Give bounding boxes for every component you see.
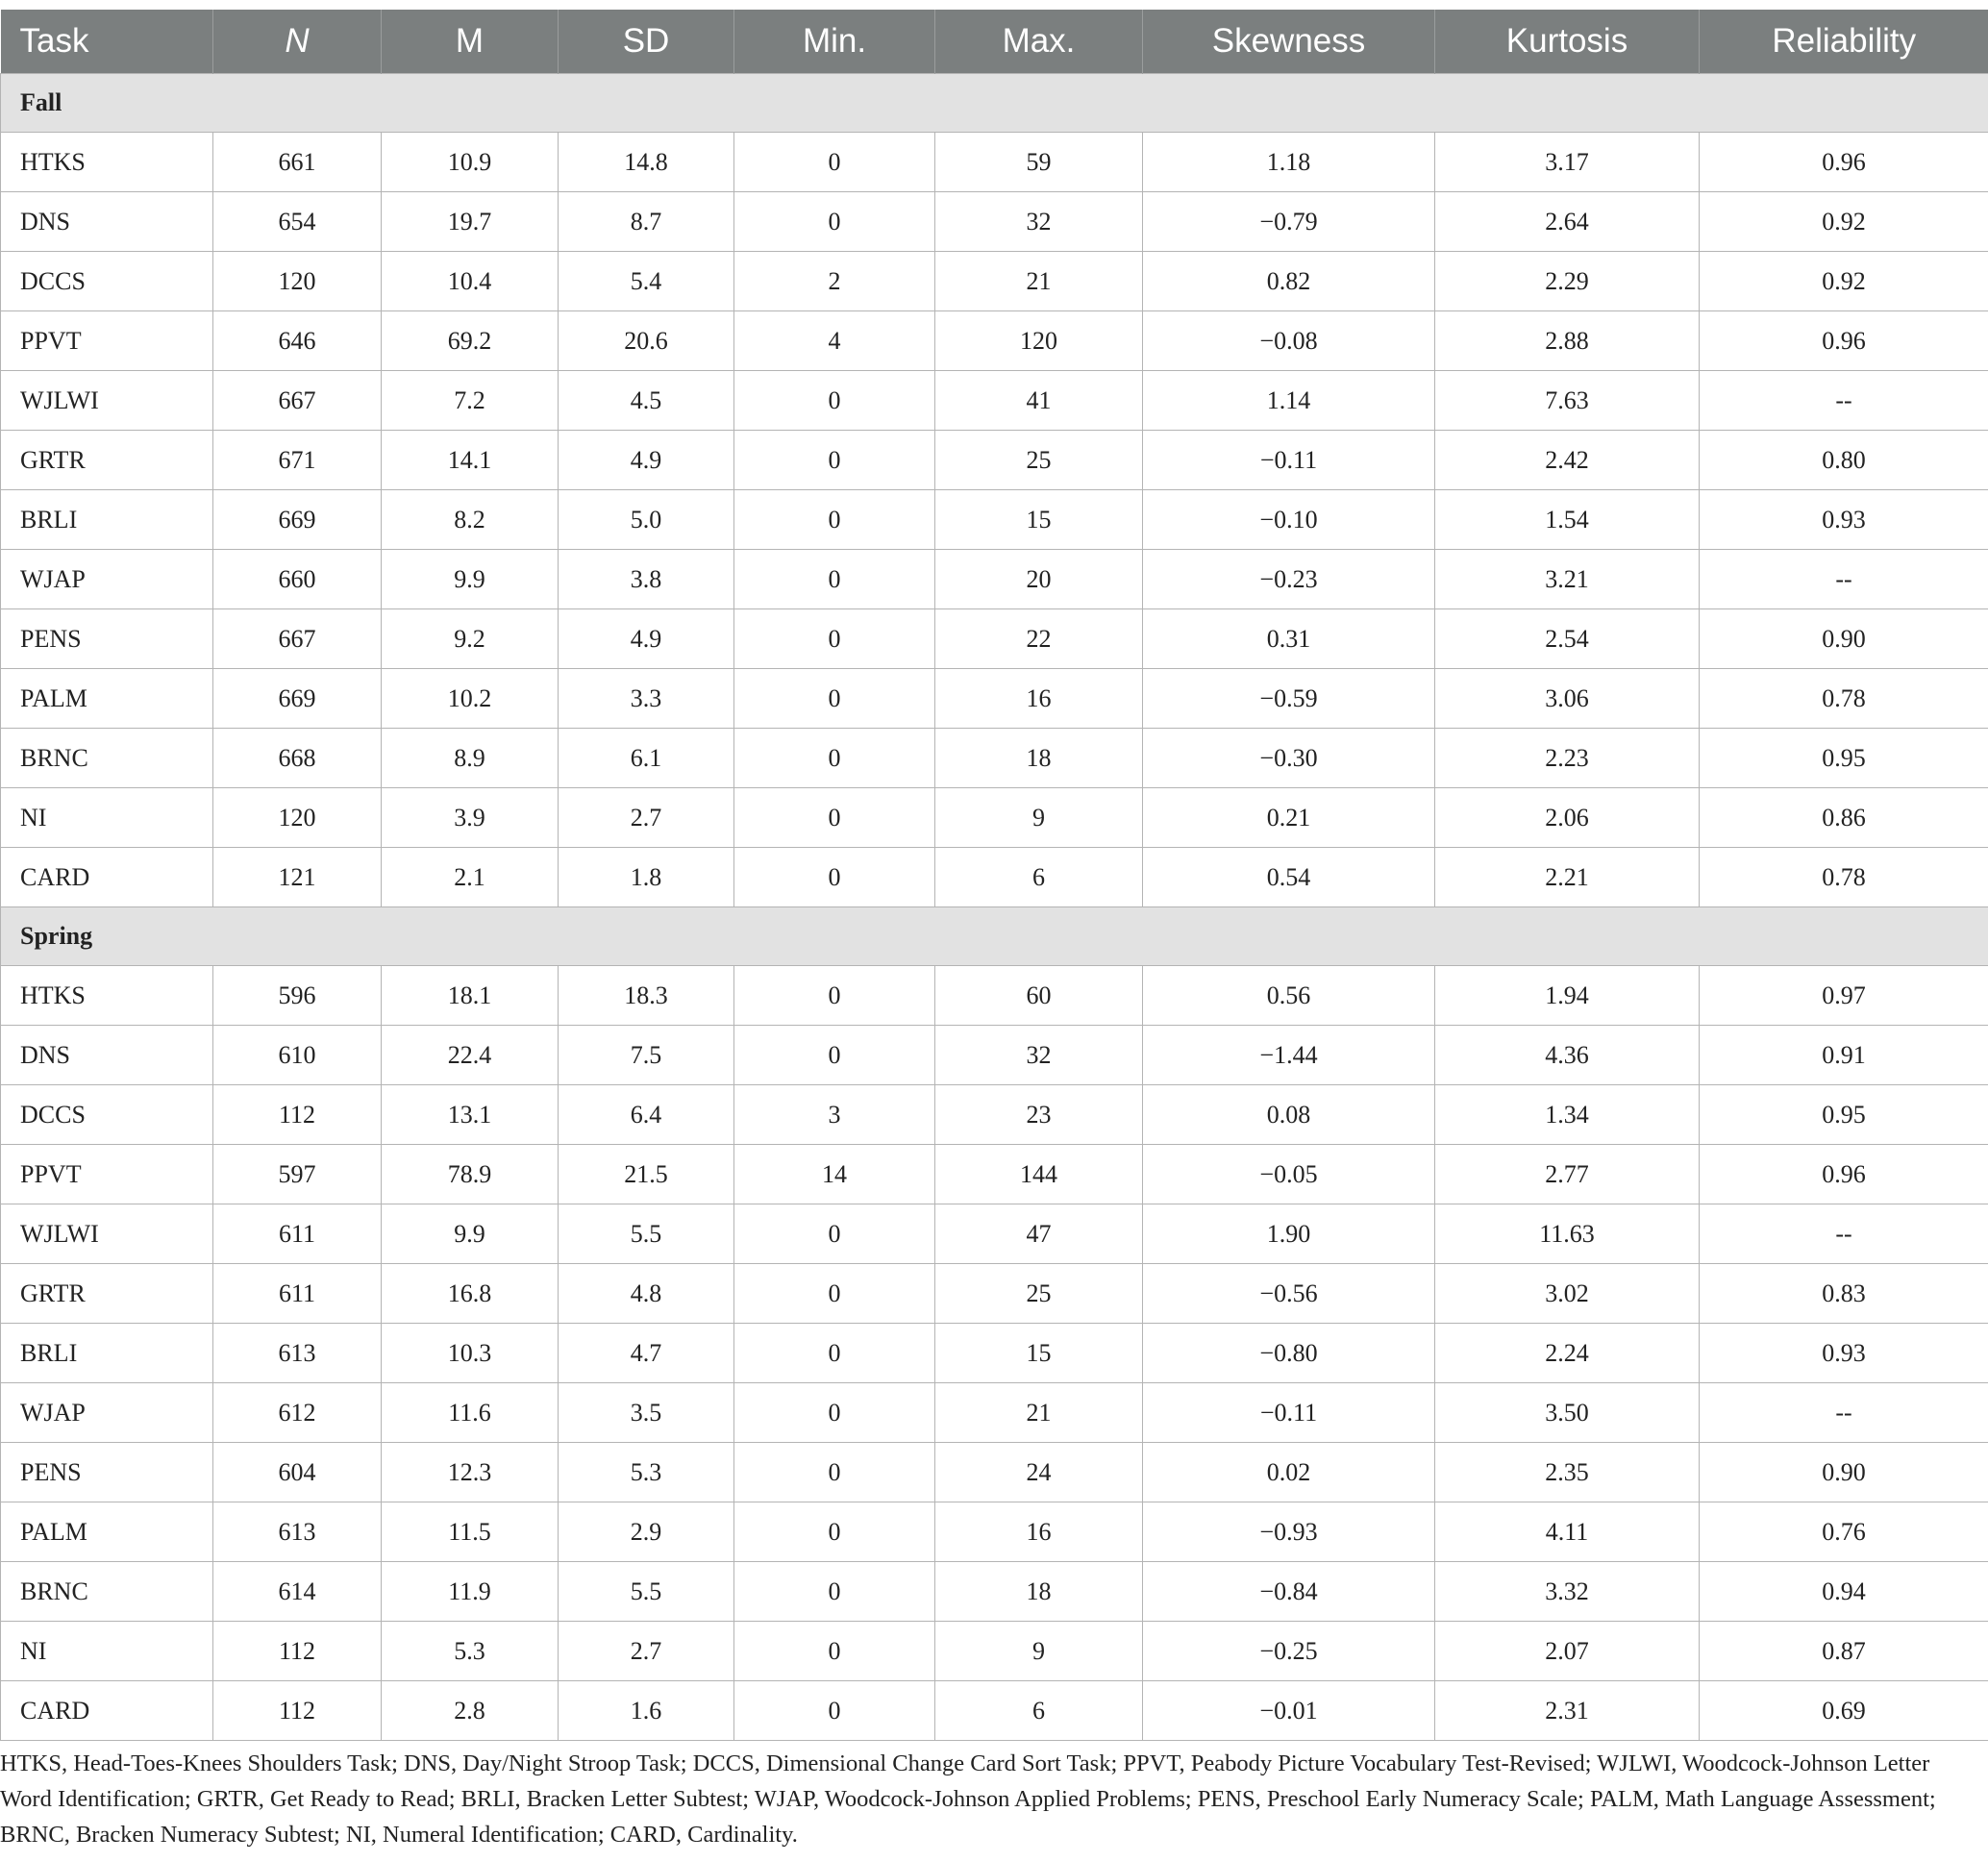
cell-sd: 3.5	[559, 1383, 734, 1443]
cell-task: DNS	[1, 192, 213, 252]
cell-min: 0	[734, 192, 935, 252]
cell-mean: 3.9	[382, 788, 559, 848]
cell-max: 24	[935, 1443, 1143, 1502]
cell-sd: 5.0	[559, 490, 734, 550]
cell-max: 59	[935, 133, 1143, 192]
header-task: Task	[1, 10, 213, 74]
cell-mean: 11.6	[382, 1383, 559, 1443]
cell-skewness: −0.79	[1143, 192, 1435, 252]
cell-n: 614	[213, 1562, 382, 1622]
cell-mean: 11.5	[382, 1502, 559, 1562]
header-reliability: Reliability	[1700, 10, 1988, 74]
cell-n: 669	[213, 490, 382, 550]
cell-min: 0	[734, 1383, 935, 1443]
table-row	[1, 1264, 1988, 1324]
cell-mean: 10.9	[382, 133, 559, 192]
cell-min: 3	[734, 1085, 935, 1145]
cell-task: PENS	[1, 609, 213, 669]
table-row	[1, 1026, 1988, 1085]
cell-min: 4	[734, 311, 935, 371]
cell-kurtosis: 3.06	[1435, 669, 1700, 729]
cell-mean: 10.3	[382, 1324, 559, 1383]
cell-min: 0	[734, 1026, 935, 1085]
table-row	[1, 252, 1988, 311]
cell-reliability: --	[1700, 1383, 1988, 1443]
table-row	[1, 192, 1988, 252]
cell-min: 0	[734, 1324, 935, 1383]
cell-max: 15	[935, 490, 1143, 550]
cell-sd: 3.8	[559, 550, 734, 609]
cell-mean: 18.1	[382, 966, 559, 1026]
cell-task: WJAP	[1, 1383, 213, 1443]
cell-task: HTKS	[1, 133, 213, 192]
cell-skewness: −0.05	[1143, 1145, 1435, 1204]
cell-sd: 2.9	[559, 1502, 734, 1562]
cell-kurtosis: 2.21	[1435, 848, 1700, 907]
table-row	[1, 1145, 1988, 1204]
cell-sd: 4.9	[559, 431, 734, 490]
cell-mean: 10.4	[382, 252, 559, 311]
table-row	[1, 550, 1988, 609]
cell-max: 60	[935, 966, 1143, 1026]
cell-min: 0	[734, 669, 935, 729]
cell-kurtosis: 11.63	[1435, 1204, 1700, 1264]
cell-n: 669	[213, 669, 382, 729]
cell-mean: 22.4	[382, 1026, 559, 1085]
cell-sd: 7.5	[559, 1026, 734, 1085]
cell-mean: 12.3	[382, 1443, 559, 1502]
cell-n: 120	[213, 252, 382, 311]
header-min: Min.	[734, 10, 935, 74]
table-row	[1, 1622, 1988, 1681]
cell-max: 32	[935, 1026, 1143, 1085]
cell-task: CARD	[1, 848, 213, 907]
cell-max: 120	[935, 311, 1143, 371]
cell-max: 18	[935, 1562, 1143, 1622]
header-mean: M	[382, 10, 559, 74]
cell-reliability: 0.97	[1700, 966, 1988, 1026]
table-row	[1, 1681, 1988, 1741]
cell-kurtosis: 1.94	[1435, 966, 1700, 1026]
cell-skewness: 0.02	[1143, 1443, 1435, 1502]
cell-task: PPVT	[1, 311, 213, 371]
cell-n: 612	[213, 1383, 382, 1443]
cell-min: 0	[734, 550, 935, 609]
cell-max: 6	[935, 848, 1143, 907]
cell-task: BRLI	[1, 490, 213, 550]
cell-skewness: −0.93	[1143, 1502, 1435, 1562]
cell-sd: 5.3	[559, 1443, 734, 1502]
cell-sd: 1.8	[559, 848, 734, 907]
table-row	[1, 1085, 1988, 1145]
cell-skewness: −0.23	[1143, 550, 1435, 609]
cell-sd: 5.5	[559, 1562, 734, 1622]
cell-mean: 2.1	[382, 848, 559, 907]
cell-reliability: 0.96	[1700, 311, 1988, 371]
cell-n: 611	[213, 1204, 382, 1264]
cell-min: 0	[734, 1562, 935, 1622]
cell-reliability: 0.78	[1700, 848, 1988, 907]
cell-kurtosis: 2.29	[1435, 252, 1700, 311]
cell-skewness: 0.54	[1143, 848, 1435, 907]
cell-sd: 14.8	[559, 133, 734, 192]
cell-reliability: 0.95	[1700, 1085, 1988, 1145]
cell-kurtosis: 2.54	[1435, 609, 1700, 669]
cell-skewness: 0.56	[1143, 966, 1435, 1026]
cell-sd: 4.8	[559, 1264, 734, 1324]
cell-min: 2	[734, 252, 935, 311]
cell-skewness: 0.31	[1143, 609, 1435, 669]
table-row	[1, 1562, 1988, 1622]
cell-skewness: −0.10	[1143, 490, 1435, 550]
cell-skewness: −0.84	[1143, 1562, 1435, 1622]
cell-max: 32	[935, 192, 1143, 252]
cell-kurtosis: 2.07	[1435, 1622, 1700, 1681]
cell-sd: 8.7	[559, 192, 734, 252]
cell-min: 0	[734, 1443, 935, 1502]
cell-min: 0	[734, 133, 935, 192]
cell-n: 668	[213, 729, 382, 788]
cell-n: 112	[213, 1085, 382, 1145]
cell-task: BRNC	[1, 729, 213, 788]
cell-mean: 19.7	[382, 192, 559, 252]
cell-task: HTKS	[1, 966, 213, 1026]
cell-kurtosis: 2.64	[1435, 192, 1700, 252]
table-row	[1, 966, 1988, 1026]
cell-kurtosis: 4.11	[1435, 1502, 1700, 1562]
cell-mean: 16.8	[382, 1264, 559, 1324]
cell-max: 18	[935, 729, 1143, 788]
cell-kurtosis: 2.06	[1435, 788, 1700, 848]
cell-sd: 18.3	[559, 966, 734, 1026]
cell-min: 0	[734, 1204, 935, 1264]
cell-kurtosis: 3.50	[1435, 1383, 1700, 1443]
table-row	[1, 1383, 1988, 1443]
cell-skewness: 1.90	[1143, 1204, 1435, 1264]
cell-kurtosis: 2.42	[1435, 431, 1700, 490]
cell-kurtosis: 4.36	[1435, 1026, 1700, 1085]
cell-task: PALM	[1, 1502, 213, 1562]
cell-kurtosis: 2.23	[1435, 729, 1700, 788]
cell-reliability: 0.94	[1700, 1562, 1988, 1622]
cell-reliability: --	[1700, 1204, 1988, 1264]
cell-skewness: −0.01	[1143, 1681, 1435, 1741]
cell-task: GRTR	[1, 1264, 213, 1324]
table-row	[1, 729, 1988, 788]
cell-mean: 14.1	[382, 431, 559, 490]
cell-skewness: −1.44	[1143, 1026, 1435, 1085]
cell-max: 9	[935, 1622, 1143, 1681]
cell-max: 47	[935, 1204, 1143, 1264]
table-row	[1, 431, 1988, 490]
cell-kurtosis: 2.35	[1435, 1443, 1700, 1502]
cell-reliability: 0.96	[1700, 1145, 1988, 1204]
cell-task: BRNC	[1, 1562, 213, 1622]
cell-sd: 4.9	[559, 609, 734, 669]
table-row	[1, 669, 1988, 729]
table-row	[1, 1324, 1988, 1383]
cell-skewness: −0.80	[1143, 1324, 1435, 1383]
cell-n: 112	[213, 1622, 382, 1681]
cell-min: 0	[734, 1622, 935, 1681]
descriptive-statistics-table-wrapper	[0, 10, 1988, 1741]
cell-task: PENS	[1, 1443, 213, 1502]
cell-reliability: 0.96	[1700, 133, 1988, 192]
cell-n: 613	[213, 1324, 382, 1383]
cell-task: CARD	[1, 1681, 213, 1741]
descriptive-statistics-table	[0, 10, 1988, 1741]
cell-kurtosis: 1.34	[1435, 1085, 1700, 1145]
cell-n: 646	[213, 311, 382, 371]
cell-task: WJLWI	[1, 1204, 213, 1264]
cell-kurtosis: 3.32	[1435, 1562, 1700, 1622]
cell-reliability: --	[1700, 550, 1988, 609]
cell-mean: 9.2	[382, 609, 559, 669]
cell-max: 9	[935, 788, 1143, 848]
cell-n: 604	[213, 1443, 382, 1502]
cell-min: 0	[734, 1681, 935, 1741]
section-row-fall	[1, 74, 1988, 133]
header-n: N	[213, 10, 382, 74]
cell-mean: 10.2	[382, 669, 559, 729]
cell-skewness: 0.82	[1143, 252, 1435, 311]
cell-sd: 6.4	[559, 1085, 734, 1145]
cell-mean: 69.2	[382, 311, 559, 371]
cell-reliability: 0.93	[1700, 490, 1988, 550]
cell-task: GRTR	[1, 431, 213, 490]
cell-mean: 8.2	[382, 490, 559, 550]
cell-task: DNS	[1, 1026, 213, 1085]
cell-kurtosis: 3.17	[1435, 133, 1700, 192]
cell-n: 610	[213, 1026, 382, 1085]
table-row	[1, 609, 1988, 669]
cell-skewness: −0.30	[1143, 729, 1435, 788]
cell-max: 21	[935, 252, 1143, 311]
cell-max: 16	[935, 669, 1143, 729]
cell-n: 112	[213, 1681, 382, 1741]
cell-kurtosis: 2.88	[1435, 311, 1700, 371]
cell-skewness: −0.11	[1143, 1383, 1435, 1443]
cell-reliability: 0.83	[1700, 1264, 1988, 1324]
cell-min: 0	[734, 729, 935, 788]
cell-mean: 7.2	[382, 371, 559, 431]
cell-skewness: −0.08	[1143, 311, 1435, 371]
cell-n: 613	[213, 1502, 382, 1562]
cell-mean: 5.3	[382, 1622, 559, 1681]
cell-max: 25	[935, 431, 1143, 490]
cell-sd: 5.4	[559, 252, 734, 311]
cell-reliability: 0.76	[1700, 1502, 1988, 1562]
cell-task: PALM	[1, 669, 213, 729]
header-skewness: Skewness	[1143, 10, 1435, 74]
table-row	[1, 1204, 1988, 1264]
cell-sd: 3.3	[559, 669, 734, 729]
table-row	[1, 848, 1988, 907]
cell-reliability: 0.78	[1700, 669, 1988, 729]
cell-kurtosis: 2.31	[1435, 1681, 1700, 1741]
cell-max: 144	[935, 1145, 1143, 1204]
cell-min: 0	[734, 371, 935, 431]
cell-n: 667	[213, 609, 382, 669]
cell-reliability: 0.90	[1700, 609, 1988, 669]
cell-reliability: 0.80	[1700, 431, 1988, 490]
cell-mean: 9.9	[382, 1204, 559, 1264]
cell-kurtosis: 3.21	[1435, 550, 1700, 609]
cell-sd: 5.5	[559, 1204, 734, 1264]
section-label: Fall	[1, 74, 1988, 133]
cell-reliability: 0.90	[1700, 1443, 1988, 1502]
cell-sd: 6.1	[559, 729, 734, 788]
cell-mean: 8.9	[382, 729, 559, 788]
cell-sd: 20.6	[559, 311, 734, 371]
cell-sd: 2.7	[559, 1622, 734, 1681]
cell-kurtosis: 2.77	[1435, 1145, 1700, 1204]
cell-reliability: 0.95	[1700, 729, 1988, 788]
cell-max: 25	[935, 1264, 1143, 1324]
header-sd: SD	[559, 10, 734, 74]
cell-max: 20	[935, 550, 1143, 609]
cell-reliability: 0.91	[1700, 1026, 1988, 1085]
cell-task: NI	[1, 1622, 213, 1681]
cell-kurtosis: 1.54	[1435, 490, 1700, 550]
cell-n: 597	[213, 1145, 382, 1204]
cell-n: 667	[213, 371, 382, 431]
table-row	[1, 788, 1988, 848]
cell-max: 21	[935, 1383, 1143, 1443]
cell-skewness: 1.18	[1143, 133, 1435, 192]
cell-skewness: −0.56	[1143, 1264, 1435, 1324]
cell-task: DCCS	[1, 1085, 213, 1145]
cell-mean: 13.1	[382, 1085, 559, 1145]
cell-max: 15	[935, 1324, 1143, 1383]
cell-sd: 2.7	[559, 788, 734, 848]
cell-kurtosis: 7.63	[1435, 371, 1700, 431]
cell-min: 0	[734, 788, 935, 848]
cell-task: WJLWI	[1, 371, 213, 431]
cell-task: BRLI	[1, 1324, 213, 1383]
table-row	[1, 490, 1988, 550]
cell-max: 16	[935, 1502, 1143, 1562]
cell-task: PPVT	[1, 1145, 213, 1204]
cell-sd: 4.7	[559, 1324, 734, 1383]
header-max: Max.	[935, 10, 1143, 74]
cell-mean: 9.9	[382, 550, 559, 609]
cell-skewness: −0.59	[1143, 669, 1435, 729]
cell-mean: 2.8	[382, 1681, 559, 1741]
cell-task: NI	[1, 788, 213, 848]
cell-min: 0	[734, 848, 935, 907]
cell-skewness: −0.25	[1143, 1622, 1435, 1681]
cell-reliability: 0.92	[1700, 252, 1988, 311]
header-row	[1, 10, 1988, 74]
cell-task: DCCS	[1, 252, 213, 311]
table-row	[1, 371, 1988, 431]
cell-n: 120	[213, 788, 382, 848]
cell-min: 0	[734, 490, 935, 550]
section-row-spring	[1, 907, 1988, 966]
cell-task: WJAP	[1, 550, 213, 609]
cell-sd: 21.5	[559, 1145, 734, 1204]
cell-max: 23	[935, 1085, 1143, 1145]
cell-min: 0	[734, 609, 935, 669]
cell-max: 6	[935, 1681, 1143, 1741]
cell-min: 14	[734, 1145, 935, 1204]
cell-n: 661	[213, 133, 382, 192]
cell-reliability: 0.86	[1700, 788, 1988, 848]
cell-reliability: 0.93	[1700, 1324, 1988, 1383]
cell-kurtosis: 2.24	[1435, 1324, 1700, 1383]
cell-min: 0	[734, 1264, 935, 1324]
cell-kurtosis: 3.02	[1435, 1264, 1700, 1324]
header-kurtosis: Kurtosis	[1435, 10, 1700, 74]
cell-sd: 4.5	[559, 371, 734, 431]
section-label: Spring	[1, 907, 1988, 966]
table-body	[1, 74, 1988, 1741]
cell-n: 654	[213, 192, 382, 252]
cell-reliability: --	[1700, 371, 1988, 431]
cell-max: 41	[935, 371, 1143, 431]
table-row	[1, 311, 1988, 371]
cell-min: 0	[734, 1502, 935, 1562]
cell-mean: 11.9	[382, 1562, 559, 1622]
table-row	[1, 1502, 1988, 1562]
cell-max: 22	[935, 609, 1143, 669]
cell-reliability: 0.69	[1700, 1681, 1988, 1741]
cell-n: 596	[213, 966, 382, 1026]
cell-reliability: 0.92	[1700, 192, 1988, 252]
table-row	[1, 133, 1988, 192]
cell-skewness: 0.21	[1143, 788, 1435, 848]
cell-mean: 78.9	[382, 1145, 559, 1204]
cell-n: 671	[213, 431, 382, 490]
cell-min: 0	[734, 966, 935, 1026]
cell-n: 660	[213, 550, 382, 609]
cell-skewness: 1.14	[1143, 371, 1435, 431]
cell-skewness: 0.08	[1143, 1085, 1435, 1145]
table-footnote: HTKS, Head-Toes-Knees Shoulders Task; DNS, Day/Night Stroop Task; DCCS, Dimensional Change Card Sort Task; PPVT, Peabody Picture Vocabulary Test-Revised; WJLWI, Woodcock-Johnson Letter Word Identification; GRTR, Get Ready to Read; BRLI, Bracken Letter Subtest; WJAP, Woodcock-Johnson Applied Problems; PENS, Preschool Early Numeracy Scale; PALM, Math Language Assessment; BRNC, Bracken Numeracy Subtest; NI, Numeral Identification; CARD, Cardinality.	[0, 1750, 1936, 1848]
cell-min: 0	[734, 431, 935, 490]
cell-sd: 1.6	[559, 1681, 734, 1741]
cell-n: 611	[213, 1264, 382, 1324]
cell-reliability: 0.87	[1700, 1622, 1988, 1681]
cell-skewness: −0.11	[1143, 431, 1435, 490]
table-row	[1, 1443, 1988, 1502]
cell-n: 121	[213, 848, 382, 907]
